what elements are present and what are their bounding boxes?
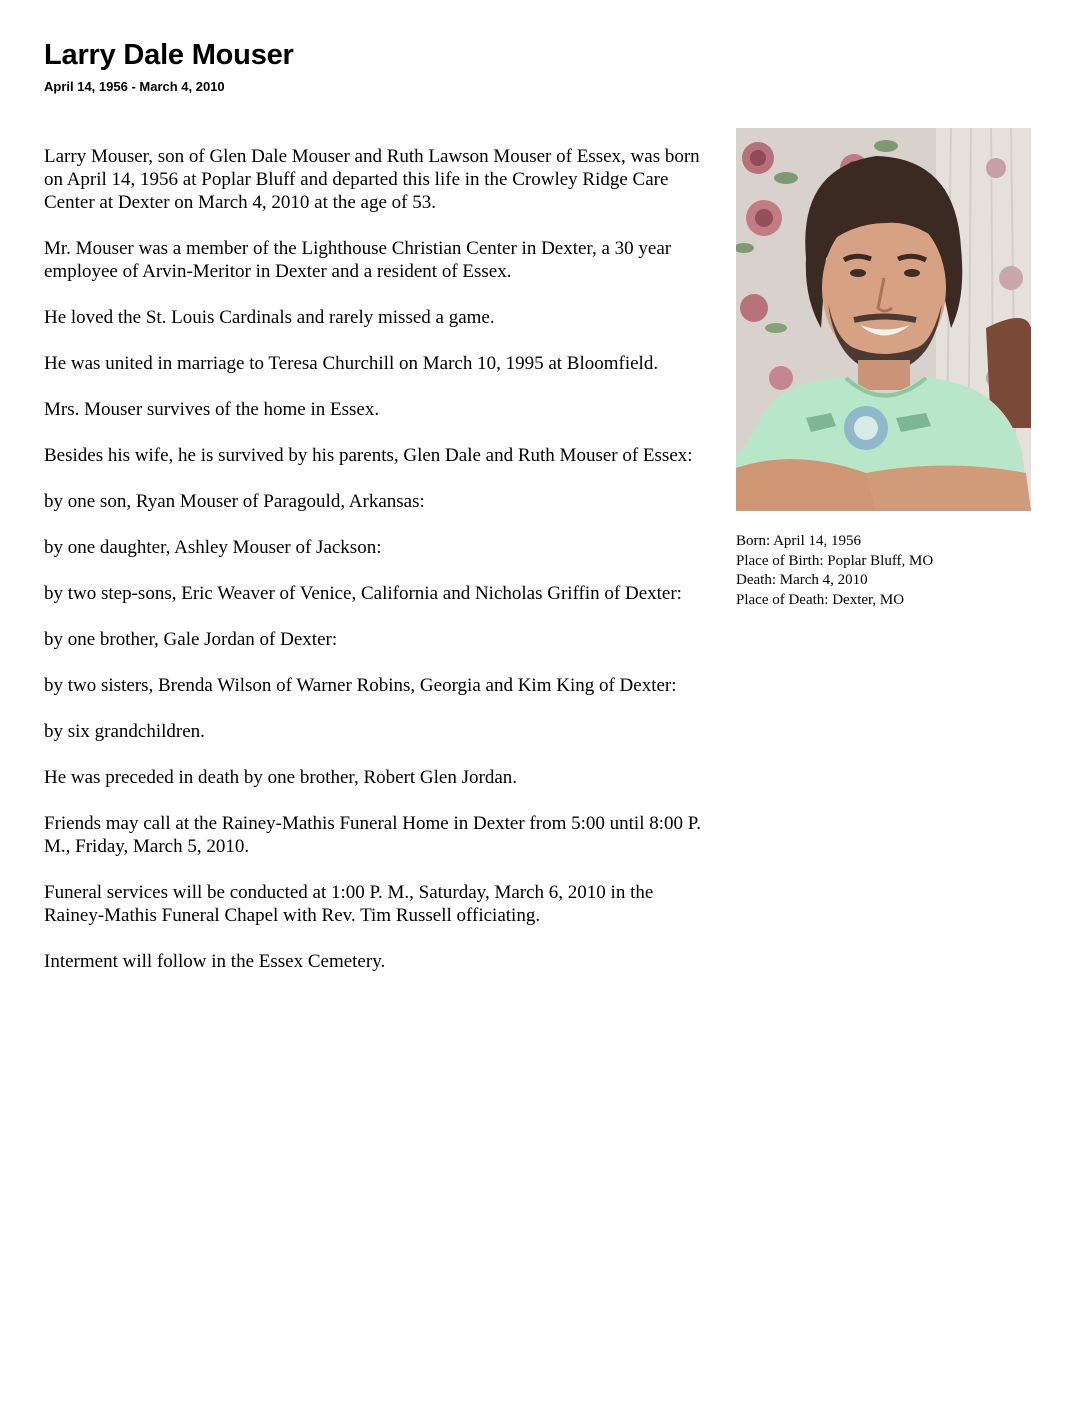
- place-of-birth: Place of Birth: Poplar Bluff, MO: [736, 552, 934, 569]
- death-date: Death: March 4, 2010: [736, 572, 868, 588]
- obituary-paragraph: He loved the St. Louis Cardinals and rarely missed a game.: [44, 307, 495, 328]
- obituary-paragraph: Interment will follow in the Essex Cemetery.: [44, 951, 386, 972]
- obituary-paragraph: Friends may call at the Rainey-Mathis Funeral Home in Dexter from 5:00 until 8:00 P. M., Friday, March 5, 2010.: [44, 813, 701, 857]
- born-date: Born: April 14, 1956: [736, 533, 862, 549]
- obituary-paragraph: He was preceded in death by one brother, Robert Glen Jordan.: [44, 767, 518, 788]
- obituary-paragraph: by one son, Ryan Mouser of Paragould, Arkansas:: [44, 491, 425, 512]
- place-of-death: Place of Death: Dexter, MO: [736, 591, 905, 608]
- obituary-paragraph: Larry Mouser, son of Glen Dale Mouser and Ruth Lawson Mouser of Essex, was born on April 14, 1956 at Poplar Bluff and departed this life in the Crowley Ridge Care Center at Dexter on March 4, 2010 at the age of 53.: [44, 146, 700, 213]
- obituary-paragraph: Mr. Mouser was a member of the Lighthouse Christian Center in Dexter, a 30 year employee of Arvin-Meritor in Dexter and a resident of Essex.: [44, 238, 672, 282]
- obituary-paragraph: Besides his wife, he is survived by his parents, Glen Dale and Ruth Mouser of Essex:: [44, 445, 693, 466]
- portrait-photo: [736, 128, 1031, 511]
- obituary-body: [44, 145, 704, 996]
- obituary-paragraph: He was united in marriage to Teresa Churchill on March 10, 1995 at Bloomfield.: [44, 353, 659, 374]
- obituary-paragraph: by six grandchildren.: [44, 721, 205, 742]
- obituary-paragraph: Funeral services will be conducted at 1:00 P. M., Saturday, March 6, 2010 in the Rainey-Mathis Funeral Chapel with Rev. Tim Russell officiating.: [44, 882, 654, 926]
- page-title: Larry Dale Mouser: [44, 39, 294, 71]
- obituary-paragraph: by two sisters, Brenda Wilson of Warner Robins, Georgia and Kim King of Dexter:: [44, 675, 677, 696]
- vital-facts: [736, 532, 933, 610]
- obituary-paragraph: by two step-sons, Eric Weaver of Venice, California and Nicholas Griffin of Dexter:: [44, 583, 682, 604]
- obituary-paragraph: by one brother, Gale Jordan of Dexter:: [44, 629, 338, 650]
- obituary-paragraph: by one daughter, Ashley Mouser of Jackson:: [44, 537, 382, 558]
- life-dates: April 14, 1956 - March 4, 2010: [44, 79, 225, 94]
- obituary-paragraph: Mrs. Mouser survives of the home in Essex.: [44, 399, 380, 420]
